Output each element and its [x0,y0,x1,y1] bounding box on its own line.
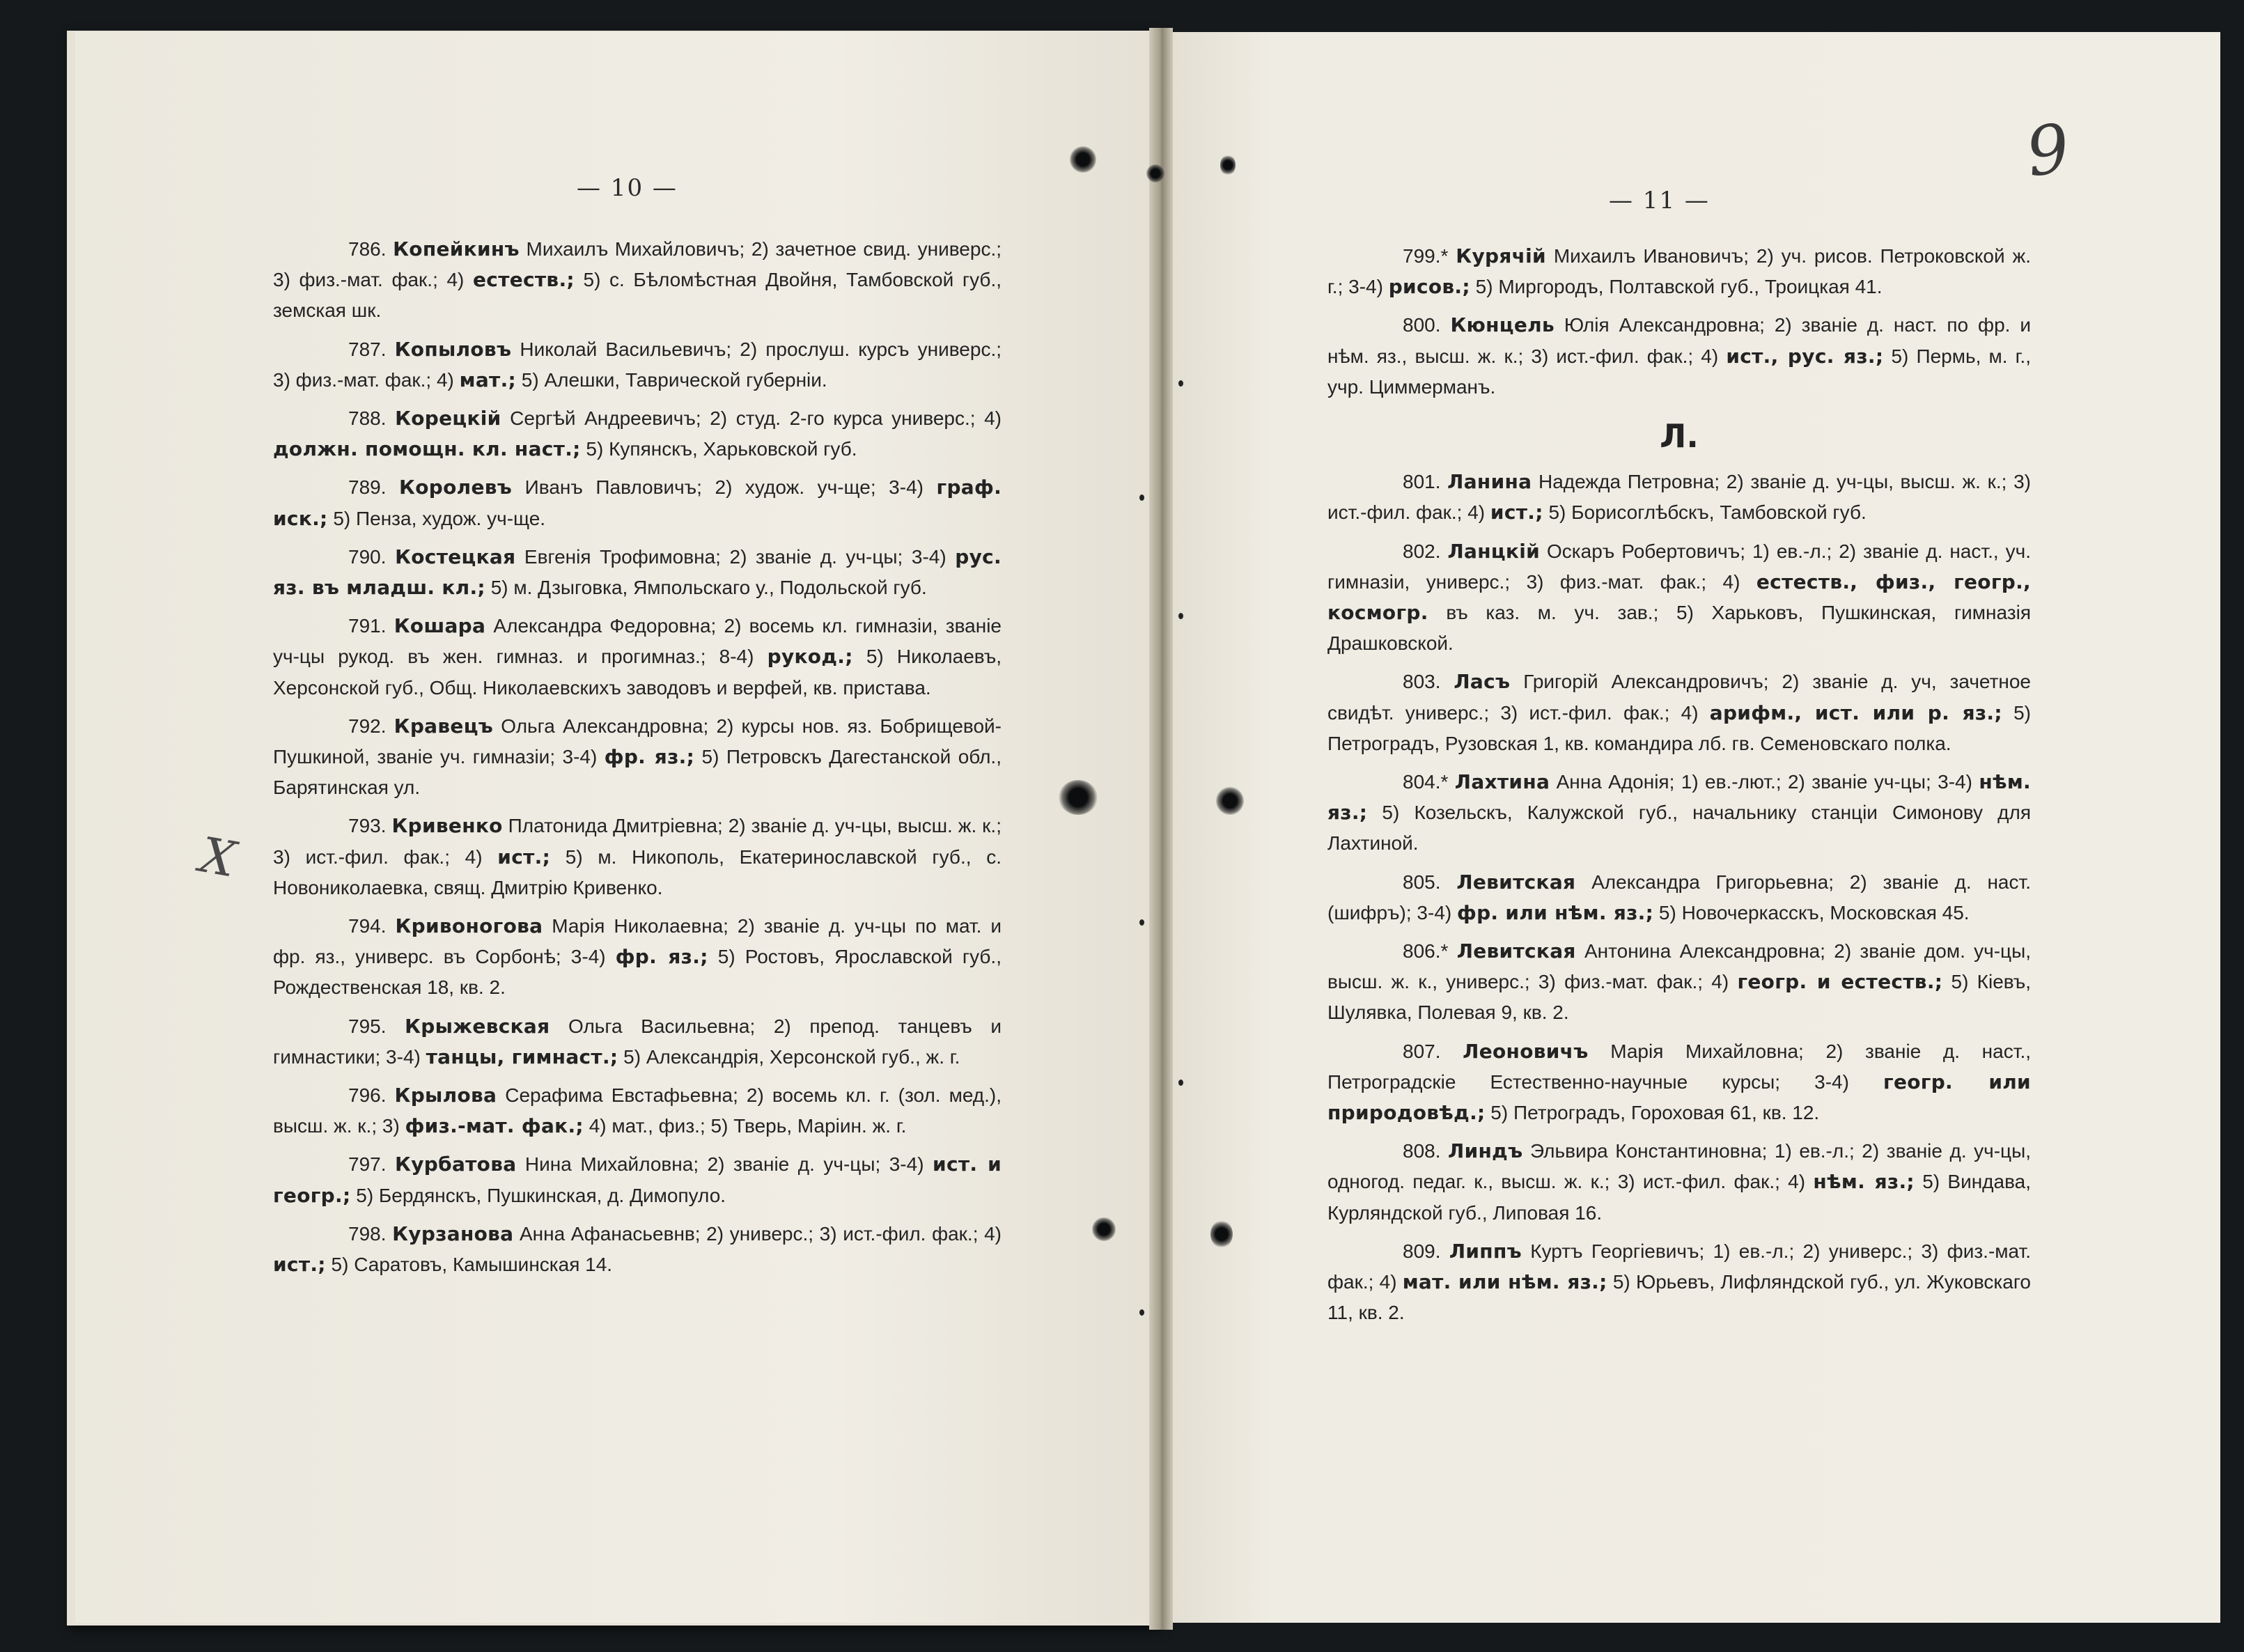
directory-entry [273,811,1002,903]
right-page-entries [1327,241,2031,1337]
stitch-dot [1139,919,1144,926]
entry-surname: Ланцкій [1447,539,1541,563]
directory-entry [273,711,1002,804]
entry-subject: фр. или нѣм. яз.; [1457,901,1654,924]
binding-hole [1059,780,1098,815]
binding-hole [1210,1220,1233,1248]
entry-details: Ольга Александровна; 2) курсы нов. яз. Бобрищевой-Пушкиной, званіе уч. гимназіи; 3-4) [273,715,1002,768]
entry-number: 788. [348,407,387,430]
entry-address: 5) Миргородъ, Полтавской губ., Троицкая 41. [1470,276,1883,298]
entry-address: 4) мат., физ.; 5) Тверь, Маріин. ж. г. [583,1115,907,1137]
entry-address: 5) м. Никополь, Екатеринославской губ., с. Новониколаевка, свящ. Дмитрію Кривенко. [273,846,1002,898]
entry-details: Анна Афанасьевнв; 2) универс.; 3) ист.-фил. фак.; 4) [513,1222,1002,1245]
entry-subject: ист.; [1490,501,1543,524]
handwritten-margin-mark: X [196,826,240,889]
entry-address: 5) Саратовъ, Камышинская 14. [325,1254,613,1276]
binding-hole [1092,1217,1116,1241]
entry-number: 798. [348,1222,387,1245]
entry-number: 803. [1403,671,1441,693]
entry-surname: Лахтина [1454,770,1550,794]
entry-address: 5) Петроградъ, Гороховая 61, кв. 12. [1485,1102,1820,1124]
entry-address: 5) Николаевъ, Херсонской губ., Общ. Николаевскихъ заводовъ и верфей, кв. пристава. [273,646,1002,699]
binding-hole [1220,155,1236,176]
binding-hole [1216,787,1244,815]
entry-subject: фр. яз.; [615,945,708,969]
stitch-dot [1178,1080,1183,1086]
entry-subject: мат.; [459,368,516,391]
stitch-dot [1139,494,1144,501]
directory-entry [1327,936,2031,1029]
entry-address: 5) Новочеркасскъ, Московская 45. [1653,901,1970,924]
entry-address: 5) Пенза, худож. уч-ще. [327,507,546,529]
entry-subject: рус. яз. въ младш. кл.; [273,545,1002,600]
entry-subject: физ.-мат. фак.; [405,1114,584,1138]
entry-subject: нѣм. яз.; [1327,770,2031,825]
entry-number: 809. [1403,1240,1441,1262]
entry-number: 807. [1403,1040,1441,1062]
left-page-entries [273,234,1002,1288]
entry-number: 794. [348,915,387,937]
entry-subject: рисов.; [1388,275,1470,299]
entry-subject: граф. иск.; [273,476,1002,530]
entry-surname: Королевъ [399,476,513,499]
entry-details: Ольга Васильевна; 2) препод. танцевъ и гимнастики; 3-4) [273,1015,1002,1068]
entry-address: 5) Ростовъ, Ярославской губ., Рождественская 18, кв. 2. [273,946,1002,999]
entry-details: Николай Васильевичъ; 2) прослуш. курсъ универс.; 3) физ.-мат. фак.; 4) [273,338,1002,391]
entry-subject: мат. или нѣм. яз.; [1402,1270,1607,1294]
entry-subject: естеств., физ., геогр., космогр. [1327,570,2031,625]
entry-details: Марія Николаевна; 2) званіе д. уч-цы по мат. и фр. яз., универс. въ Сорбонѣ; 3-4) [273,915,1002,968]
directory-entry [273,1219,1002,1280]
entry-surname: Кюнцель [1450,313,1555,337]
entry-surname: Линдъ [1448,1139,1523,1163]
directory-entry [1327,467,2031,528]
directory-entry [1327,1036,2031,1129]
entry-address: 5) Юрьевъ, Лифляндской губ., ул. Жуковскаго 11, кв. 2. [1327,1271,2031,1324]
entry-surname: Копейкинъ [393,237,520,260]
stitch-dot [1178,380,1183,387]
entry-details: Антонина Александровна; 2) званіе дом. уч-цы, высш. ж. к., универс.; 3) физ.-мат. фак.; 4) [1327,940,2031,993]
directory-entry [1327,1236,2031,1329]
directory-entry [1327,667,2031,759]
entry-details: Григорій Александровичъ; 2) званіе д. уч, зачетное свидѣт. универс.; 3) ист.-фил. фак.; 4) [1327,671,2031,724]
directory-entry [273,403,1002,465]
entry-subject: фр. яз.; [604,745,695,769]
directory-entry [273,472,1002,533]
entry-surname: Кривоногова [395,914,543,938]
entry-surname: Копыловъ [394,337,512,361]
entry-surname: Курзанова [392,1222,514,1245]
directory-entry [1327,241,2031,302]
entry-details: Оскаръ Робертовичъ; 1) ев.-л.; 2) званіе д. наст., уч. гимназіи, универс.; 3) физ.-мат. фак.; 4) [1327,540,2031,593]
entry-subject: геогр. или природовѣд.; [1327,1070,2031,1125]
entry-subject: рукод.; [767,645,853,669]
book-spine [1149,28,1173,1630]
entry-surname: Крыжевская [405,1014,550,1038]
entry-details: Александра Федоровна; 2) восемь кл. гимназіи, званіе уч-цы рукод. въ жен. гимназ. и прогимназ.; 8-4) [273,615,1002,668]
directory-entry [1327,767,2031,859]
entry-number: 797. [348,1153,387,1176]
entry-details: Анна Адонія; 1) ев.-лют.; 2) званіе уч-цы; 3-4) [1550,771,1979,793]
entry-address: 5) Петроградъ, Рузовская 1, кв. командира лб. гв. Семеновскаго полка. [1327,701,2032,754]
entry-number: 796. [348,1084,387,1107]
entry-surname: Ланина [1447,470,1532,494]
entry-details: Евгенія Трофимовна; 2) званіе д. уч-цы; 3-4) [515,545,956,568]
directory-entry [1327,310,2031,403]
directory-entry [1327,867,2031,928]
entry-subject: танцы, гимнаст.; [426,1045,618,1068]
stitch-dot [1139,1309,1144,1316]
entry-details: Надежда Петровна; 2) званіе д. уч-цы, высш. ж. к.; 3) ист.-фил. фак.; 4) [1327,471,2031,524]
directory-entry [1327,536,2031,660]
entry-surname: Левитская [1456,940,1576,963]
entry-surname: Крылова [394,1084,497,1107]
handwritten-folio-number: 9 [2021,109,2075,192]
entry-details: Сергѣй Андреевичъ; 2) студ. 2-го курса универс.; 4) [501,407,1002,430]
entry-subject: ист.; [497,845,551,868]
entry-address: 5) Купянскъ, Харьковской губ. [580,438,857,460]
entry-surname: Левитская [1456,870,1576,894]
entry-number: 789. [348,476,387,499]
entry-address: 5) Алешки, Таврической губерніи. [516,368,827,391]
entry-number: 801. [1403,471,1441,493]
entry-surname: Кривенко [391,814,503,838]
entry-subject: естеств.; [473,268,575,292]
entry-surname: Курячій [1456,244,1546,267]
entry-number: 787. [348,338,387,360]
entry-address: въ каз. м. уч. зав.; 5) Харьковъ, Пушкинская, гимназія Драшковской. [1327,602,2031,655]
entry-number: 805. [1403,871,1441,893]
directory-entry [273,911,1002,1004]
entry-number: 799.* [1403,245,1449,267]
entry-details: Михаилъ Ивановичъ; 2) уч. рисов. Петроковской ж. г.; 3-4) [1327,245,2032,298]
entry-surname: Курбатова [395,1153,517,1176]
entry-subject: ист.; [273,1253,326,1277]
entry-details: Александра Григорьевна; 2) званіе д. наст. (шифръ); 3-4) [1327,871,2032,924]
entry-surname: Ласъ [1454,670,1511,694]
entry-surname: Леоновичъ [1463,1039,1589,1063]
entry-details: Иванъ Павловичъ; 2) худож. уч-ще; 3-4) [512,476,937,499]
directory-entry [273,234,1002,327]
directory-entry [273,542,1002,603]
entry-surname: Корецкій [395,407,501,430]
entry-number: 804.* [1403,771,1449,793]
entry-number: 792. [348,715,387,737]
entry-address: 5) Кіевъ, Шулявка, Полевая 9, кв. 2. [1327,971,2031,1024]
entry-details: Эльвира Константиновна; 1) ев.-л.; 2) званіе д. уч-цы, одногод. педаг. к., высш. ж. к.; 3) ист.-фил. фак.; 4) [1327,1140,2031,1193]
entry-details: Юлія Александровна; 2) званіе д. наст. по фр. и нѣм. яз., высш. ж. к.; 3) ист.-фил. фак.; 4) [1327,314,2031,367]
entry-number: 791. [348,615,387,637]
page-number-right: — 11 — [1609,187,1710,215]
entry-details: Платонида Дмитріевна; 2) званіе д. уч-цы, высш. ж. к.; 3) ист.-фил. фак.; 4) [273,815,1002,868]
entry-address: 5) Бердянскъ, Пушкинская, д. Димопуло. [350,1184,726,1206]
entry-details: Михаилъ Михайловичъ; 2) зачетное свид. универс.; 3) физ.-мат. фак.; 4) [273,238,1002,291]
entry-details: Куртъ Георгіевичъ; 1) ев.-л.; 2) универс.; 3) физ.-мат. фак.; 4) [1327,1240,2031,1293]
directory-entry [273,1080,1002,1141]
directory-entry [273,611,1002,703]
directory-entry [1327,1136,2031,1229]
entry-address: 5) Пермь, м. г., учр. Циммерманъ. [1327,345,2031,398]
page-number-left: — 10 — [577,174,678,202]
entry-subject: ист. и геогр.; [273,1153,1002,1207]
entry-surname: Костецкая [395,545,516,568]
entry-surname: Кравецъ [394,714,494,738]
entry-surname: Кошара [394,614,486,638]
entry-number: 793. [348,815,387,837]
stitch-dot [1178,613,1183,619]
binding-hole [1146,164,1164,182]
entry-address: 5) с. Бѣломѣстная Двойня, Тамбовской губ., земская шк. [273,269,1002,322]
entry-number: 806.* [1403,940,1449,963]
section-letter: Л. [1660,417,1699,455]
entry-address: 5) Борисоглѣбскъ, Тамбовской губ. [1543,501,1867,524]
entry-address: 5) м. Дзыговка, Ямпольскаго у., Подольской губ. [485,577,927,599]
entry-subject: геогр. и естеств.; [1737,970,1943,994]
directory-entry [273,334,1002,396]
entry-address: 5) Козельскъ, Калужской губ., начальнику станціи Симонову для Лахтиной. [1327,802,2031,855]
entry-address: 5) Петровскъ Дагестанской обл., Барятинская ул. [273,746,1002,799]
entry-number: 795. [348,1015,387,1037]
directory-entry [273,1149,1002,1210]
entry-surname: Липпъ [1449,1239,1522,1263]
entry-number: 802. [1403,540,1441,562]
entry-number: 808. [1403,1140,1441,1162]
entry-address: 5) Виндава, Курляндской губ., Липовая 16. [1327,1171,2031,1224]
entry-number: 800. [1403,314,1441,336]
entry-subject: должн. помощн. кл. наст.; [273,437,581,461]
directory-entry [273,1011,1002,1073]
entry-number: 786. [348,238,387,260]
binding-hole [1070,146,1096,173]
entry-subject: арифм., ист. или р. яз.; [1709,701,2002,724]
entry-details: Серафима Евстафьевна; 2) восемь кл. г. (зол. мед.), высш. ж. к.; 3) [273,1084,1002,1137]
entry-details: Марія Михайловна; 2) званіе д. наст., Петроградскіе Естественно-научные курсы; 3-4) [1327,1040,2031,1093]
entry-number: 790. [348,545,387,568]
entry-details: Нина Михайловна; 2) званіе д. уч-цы; 3-4) [516,1153,933,1176]
entry-subject: ист., рус. яз.; [1726,344,1884,368]
entry-subject: нѣм. яз.; [1813,1170,1915,1194]
entry-address: 5) Александрія, Херсонской губ., ж. г. [618,1045,960,1068]
